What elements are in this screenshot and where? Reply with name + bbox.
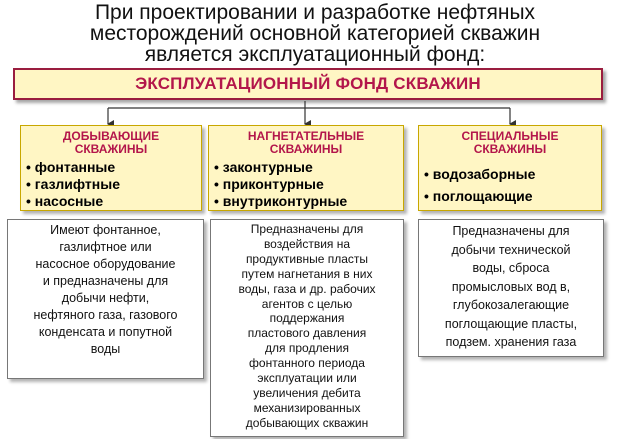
- description-line: промысловых вод в,: [451, 279, 571, 294]
- category-item-list: [209, 159, 403, 210]
- list-item: • поглощающие: [424, 185, 601, 207]
- description-line: воды: [90, 342, 121, 356]
- description-line: добывающих скважин: [245, 415, 369, 430]
- description-line: поддержания: [269, 311, 345, 326]
- heading-line: СКВАЖИНЫ: [473, 142, 547, 156]
- list-item: • фонтанные: [26, 159, 201, 176]
- description-line: воды, газа и др. рабочих: [238, 281, 376, 296]
- description-line: нефтяного газа, газового: [33, 308, 178, 322]
- description-line: механизированных: [253, 400, 361, 415]
- description-line: эксплуатации или: [257, 371, 357, 386]
- description-line: подзем. хранения газа: [445, 335, 577, 349]
- description-box-injection: [210, 219, 404, 437]
- description-line: и предназначены для: [42, 274, 169, 288]
- category-item-list: [419, 163, 601, 207]
- main-category-box: [13, 68, 603, 100]
- description-line: конденсата и попутной: [38, 325, 173, 339]
- description-line: добычи нефти,: [61, 291, 150, 305]
- heading-line: СКВАЖИНЫ: [269, 142, 343, 156]
- list-item: • водозаборные: [424, 163, 601, 185]
- description-line: насосное оборудование: [35, 257, 176, 271]
- description-line: Имеют фонтанное,: [50, 223, 161, 237]
- description-line: агентов с целью: [261, 296, 353, 311]
- title-line: месторождений основной категорией скважин: [89, 22, 541, 45]
- description-line: фонтанного периода: [249, 356, 365, 371]
- category-box-injection: [208, 125, 404, 211]
- description-line: продуктивные пласты: [245, 251, 369, 266]
- title-line: При проектировании и разработке нефтяных: [94, 1, 536, 24]
- description-line: воздействия на: [263, 236, 351, 251]
- heading-line: НАГНЕТАТЕЛЬНЫЕ: [247, 129, 365, 143]
- description-line: Предназначены для: [250, 222, 364, 236]
- description-line: газлифтное или: [59, 240, 152, 254]
- page-title: [40, 2, 590, 65]
- list-item: • насосные: [26, 193, 201, 210]
- description-line: для продления: [265, 341, 349, 356]
- description-box-production: [7, 219, 204, 379]
- list-item: • приконтурные: [214, 176, 403, 193]
- list-item: • внутриконтурные: [214, 193, 403, 210]
- description-line: пластового давления: [247, 326, 367, 341]
- category-heading: [21, 130, 201, 156]
- list-item: • законтурные: [214, 159, 403, 176]
- category-item-list: [21, 159, 201, 210]
- list-item: • газлифтные: [26, 176, 201, 193]
- description-line: путем нагнетания в них: [241, 266, 373, 281]
- title-line: является эксплуатационный фонд:: [144, 43, 486, 66]
- heading-line: ДОБЫВАЮЩИЕ: [62, 129, 160, 143]
- description-line: увеличения дебита: [253, 385, 361, 400]
- description-line: Предназначены для: [452, 224, 570, 238]
- main-category-label: ЭКСПЛУАТАЦИОННЫЙ ФОНД СКВАЖИН: [135, 74, 481, 93]
- heading-line: СПЕЦИАЛЬНЫЕ: [461, 129, 559, 143]
- category-heading: [419, 130, 601, 156]
- category-heading: [209, 130, 403, 156]
- category-box-special: [418, 125, 602, 211]
- description-line: добычи технической: [451, 242, 571, 257]
- description-line: воды, сброса: [472, 261, 550, 275]
- description-box-special: [418, 219, 604, 357]
- category-box-production: [20, 125, 202, 211]
- description-line: глубокозалегающие: [452, 298, 570, 312]
- description-line: поглощающие пласты,: [444, 316, 578, 331]
- heading-line: СКВАЖИНЫ: [74, 142, 148, 156]
